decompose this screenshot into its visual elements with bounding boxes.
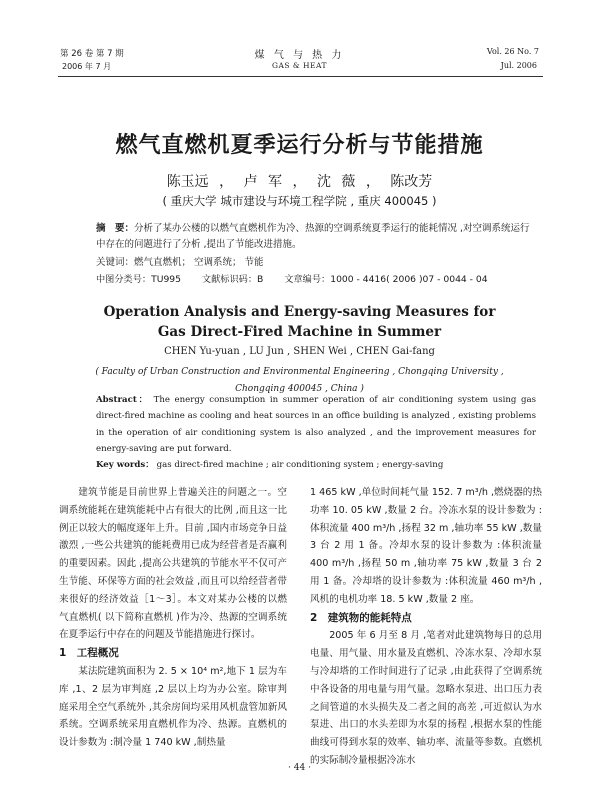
keywords-en-text: gas direct-fired machine ; air conditioning system ; energy-saving — [156, 460, 444, 470]
abstract-cn — [96, 221, 536, 253]
clc-number: 中图分类号：TU995 — [96, 274, 181, 285]
page-number: · 44 · — [288, 763, 311, 773]
affiliation-en-line2: Chongqing 400045 , China ) — [235, 384, 364, 394]
section-1-heading: 1 工程概况 — [59, 647, 119, 660]
affiliation-cn: ( 重庆大学 城市建设与环境工程学院 , 重庆 400045 ) — [162, 194, 437, 208]
header-date: 2006 年 7 月 — [62, 62, 112, 71]
header-date-en: Jul. 2006 — [500, 61, 537, 70]
abstract-en-label: Abstract： — [96, 395, 150, 405]
document-code: 文献标识码：B — [201, 274, 264, 285]
header-volume: 第 26 卷 第 7 期 — [60, 49, 124, 59]
intro-paragraph: 建筑节能是目前世界上普遍关注的问题之一。空调系统能耗在建筑能耗中占有很大的比例 ,而且这一比例正以较大的幅度逐年上升。目前 ,国内市场竞争日益激烈 ,一些公共建筑的能耗费用已成为经营者是否赢利的重要因素。因此 ,提高公共建筑的节能水平不仅可产生节能、环保等方面的社会效益 ,而且可以给经营者带来很好的经济效益［1～3］。本文对某办公楼的以燃气直燃机( 以下简称直燃机 )作为冷、热源的空调系统在夏季运行中存在的问题及节能措施进行探讨。 — [59, 487, 287, 641]
body-left-column — [59, 484, 287, 752]
title-en-line2: Gas Direct-Fired Machine in Summer — [157, 324, 442, 340]
affiliation-en-line1: ( Faculty of Urban Construction and Environmental Engineering , Chongqing University , — [95, 367, 504, 377]
title-en — [0, 302, 599, 342]
title-cn: 燃气直燃机夏季运行分析与节能措施 — [115, 133, 484, 158]
abstract-cn-text: 分析了某办公楼的以燃气直燃机作为冷、热源的空调系统夏季运行的能耗情况 ,对空调系统运行中存在的问题进行了分析 ,提出了节能改进措施。 — [96, 223, 530, 250]
body-right-column — [310, 484, 542, 770]
title-en-line1: Operation Analysis and Energy-saving Measures for — [103, 304, 496, 320]
abstract-en — [96, 392, 536, 458]
keywords-en — [96, 458, 536, 470]
header-volume-en: Vol. 26 No. 7 — [486, 47, 539, 56]
abstract-en-text: The energy consumption in summer operation of air conditioning system using gas direct-fired machine as cooling and heat sources in an office building is analyzed , existing problems in the operation of air conditioning system is also analyzed , and the improvement measures for energy-saving are put forward. — [96, 395, 536, 455]
header-journal-cn: 煤 气 与 热 力 — [254, 50, 345, 61]
authors-cn: 陈玉远 ， 卢 军 ， 沈 薇 ， 陈改芳 — [166, 174, 433, 190]
equipment-parameters-paragraph: 1 465 kW ,单位时间耗气量 152. 7 m³/h ,燃烧器的热功率 10. 05 kW ,数量 2 台。冷冻水泵的设计参数为 :体积流量 400 m³/h ,扬程 32 m ,轴功率 55 kW ,数量 3 台 2 用 1 备。冷却水泵的设计参数为 :体积流量 400 m³/h ,扬程 50 m ,轴功率 75 kW ,数量 3 台 2 用 1 备。冷却塔的设计参数为 :体积流量 460 m³/h ,风机的电机功率 18. 5 kW ,数量 2 座。 — [310, 487, 542, 605]
keywords-en-label: Key words： — [96, 460, 154, 470]
section-2-paragraph: 2005 年 6 月至 8 月 ,笔者对此建筑物每日的总用电量、用气量、用水量及直燃机、冷冻水泵、冷却水泵与冷却塔的工作时间进行了记录 ,由此获得了空调系统中各设备的用电量与用气量。忽略水泵进、出口压力表之间管道的水头损失及二者之间的高差 ,可近似认为水泵进、出口的水头差即为水泵的扬程 ,根据水泵的性能曲线可得到水泵的效率、轴功率、流量等参数。直燃机的实际制冷量根据冷冻水 — [310, 630, 542, 766]
authors-en: CHEN Yu-yuan , LU Jun , SHEN Wei , CHEN Gai-fang — [164, 346, 435, 357]
keywords-cn-label: 关键词： — [96, 257, 135, 268]
article-number: 文章编号：1000 - 4416( 2006 )07 - 0044 - 04 — [284, 274, 488, 285]
header-rule — [58, 76, 543, 77]
header-journal-en: GAS & HEAT — [271, 61, 327, 70]
abstract-cn-label: 摘 要： — [96, 223, 135, 234]
section-1-paragraph: 某法院建筑面积为 2. 5 × 10⁴ m²,地下 1 层为车库 ,1、2 层为审判庭 ,2 层以上均为办公室。除审判庭采用全空气系统外 ,其余房间均采用风机盘管加新风系统。空调系统采用直燃机作为冷、热源。直燃机的设计参数为 :制冷量 1 740 kW ,制热量 — [59, 665, 287, 749]
section-2-heading: 2 建筑物的能耗特点 — [310, 611, 412, 624]
keywords-cn-text: 燃气直燃机； 空调系统； 节能 — [134, 257, 264, 268]
keywords-cn — [96, 254, 536, 268]
classification-line — [96, 271, 536, 285]
